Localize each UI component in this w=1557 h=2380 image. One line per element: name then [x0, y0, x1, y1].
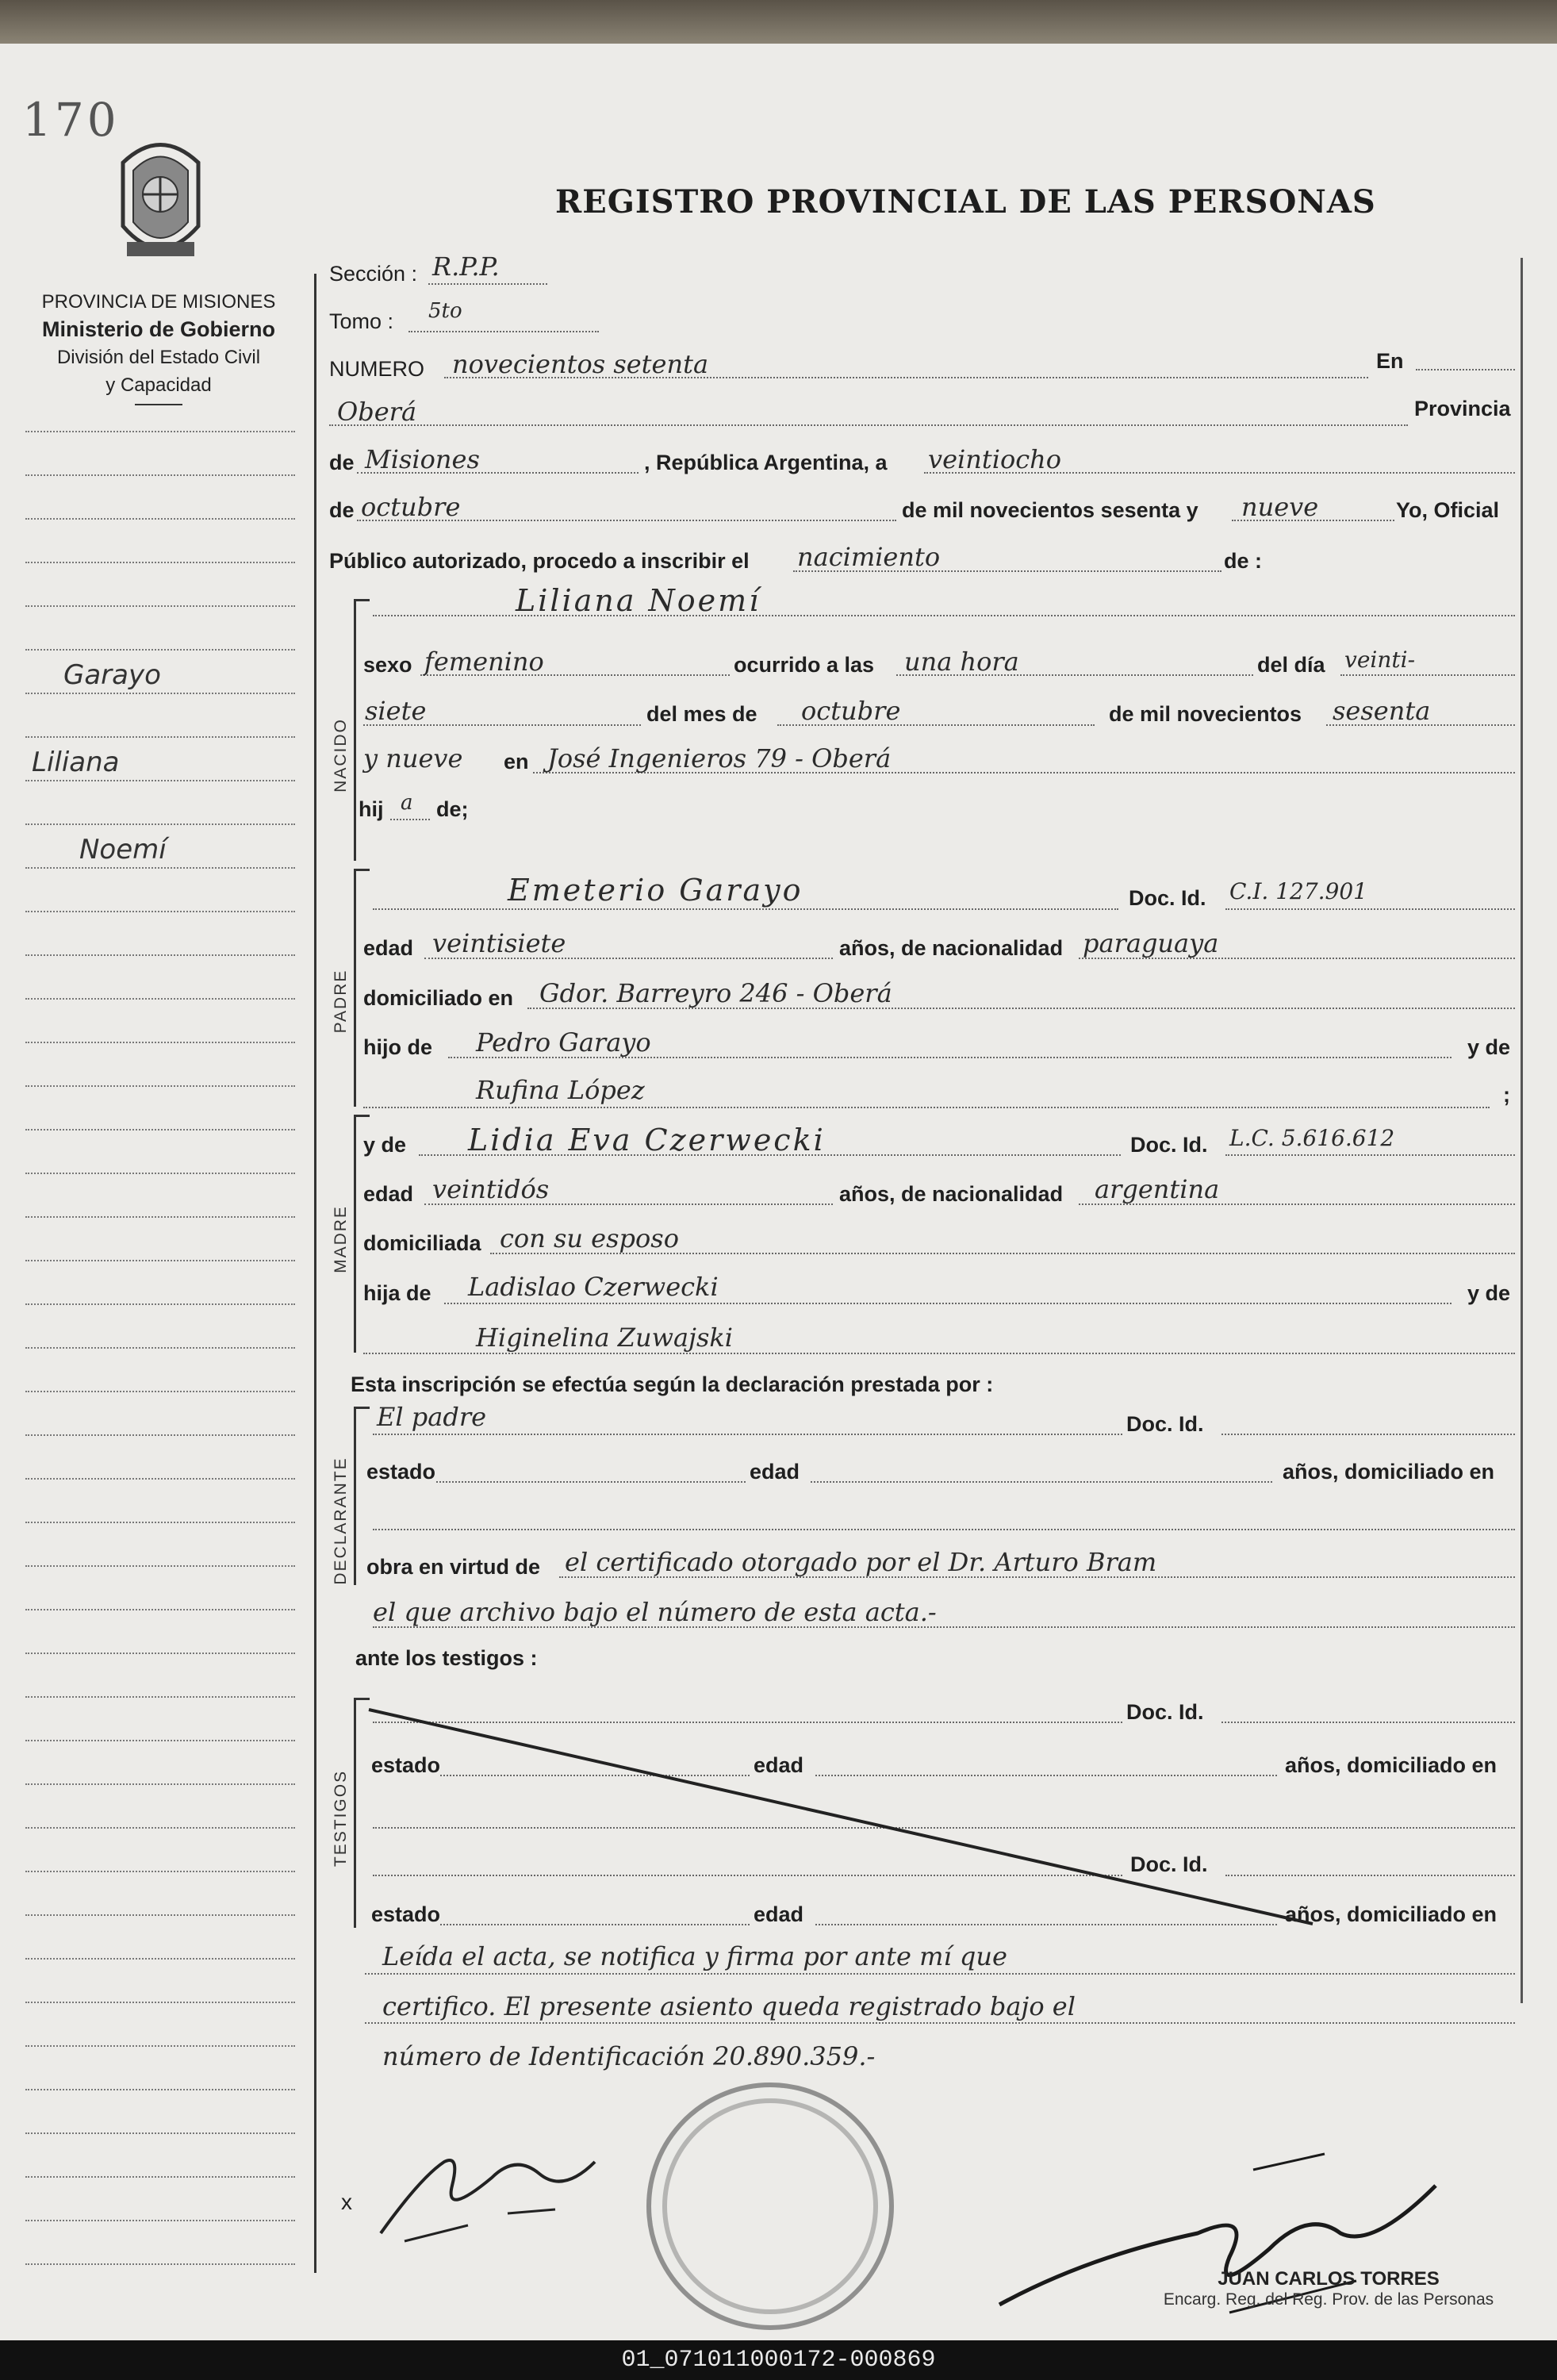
margin-line: [25, 431, 295, 432]
value-seccion: R.P.P.: [432, 251, 500, 282]
label-obra: obra en virtud de: [366, 1555, 541, 1579]
label-ocurrido: ocurrido a las: [734, 653, 875, 677]
section-bracket: [354, 1407, 356, 1585]
dotted-line: [436, 1481, 746, 1483]
label-madre-y-de: y de: [1467, 1281, 1511, 1305]
declarant-signature-icon: [373, 2130, 611, 2249]
agency-division: División del Estado Civil: [56, 347, 261, 368]
label-padre-y-de: y de: [1467, 1035, 1511, 1059]
dotted-line: [390, 819, 430, 820]
margin-line: [25, 693, 295, 694]
margin-line: [25, 1522, 295, 1523]
dotted-line: [363, 1353, 1515, 1354]
label-declarante-estado: estado: [366, 1460, 436, 1484]
book-binding: [0, 0, 1557, 44]
agency-ministry: Ministerio de Gobierno: [41, 317, 276, 341]
margin-line: [25, 1347, 295, 1349]
margin-line: [25, 1173, 295, 1174]
section-bracket: [354, 1115, 356, 1353]
section-bracket: [354, 869, 356, 1107]
margin-line: [25, 1391, 295, 1392]
label-de-2: de: [329, 498, 355, 522]
value-madre-madre: Higinelina Zuwajski: [476, 1322, 734, 1353]
margin-surname: Garayo: [63, 659, 161, 691]
label-testigo1-estado: estado: [371, 1753, 441, 1777]
label-testigo1-doc: Doc. Id.: [1126, 1700, 1204, 1724]
value-acto: nacimiento: [797, 542, 941, 572]
dotted-line: [363, 1107, 1490, 1108]
dotted-line: [1225, 908, 1515, 910]
label-padre-edad: edad: [363, 936, 414, 960]
value-anio: nueve: [1241, 492, 1319, 522]
value-tomo: 5to: [428, 299, 462, 323]
section-bracket: [354, 599, 356, 861]
value-hij-suffix: a: [401, 791, 413, 815]
bracket-tick: [354, 1698, 370, 1700]
margin-line: [25, 1914, 295, 1916]
dotted-line: [444, 1303, 1452, 1304]
label-testigo1-edad: edad: [754, 1753, 804, 1777]
label-provincia: Provincia: [1414, 397, 1511, 420]
bracket-tick: [354, 599, 370, 601]
margin-line: [25, 1740, 295, 1741]
label-sexo: sexo: [363, 653, 412, 677]
dotted-line: [811, 1481, 1272, 1483]
agency-division-2: y Capacidad: [105, 374, 212, 396]
official-seal-icon: [646, 2082, 894, 2330]
dotted-line: [1225, 1154, 1515, 1156]
dotted-line: [1416, 369, 1515, 370]
label-de: de: [329, 451, 355, 474]
margin-line: [25, 474, 295, 476]
margin-line: [25, 1260, 295, 1261]
margin-line: [25, 998, 295, 1000]
value-obra-b: el que archivo bajo el número de esta acta.-: [373, 1597, 937, 1627]
value-madre-edad: veintidós: [432, 1174, 550, 1204]
value-padre-dom: Gdor. Barreyro 246 - Oberá: [539, 978, 892, 1008]
label-testigo2-doc: Doc. Id.: [1130, 1852, 1208, 1876]
value-madre-nombre: Lidia Eva Czerwecki: [468, 1123, 826, 1157]
label-de-colon: de :: [1224, 549, 1263, 573]
value-hora: una hora: [904, 647, 1019, 677]
official-stamp: [1142, 2269, 1515, 2310]
register-page: [0, 44, 1557, 2340]
label-publico: Público autorizado, procedo a inscribir el: [329, 549, 750, 573]
margin-first-name: Liliana: [32, 747, 120, 778]
value-padre-padre: Pedro Garayo: [476, 1027, 651, 1058]
form-border-right: [1521, 258, 1523, 2003]
margin-line: [25, 1565, 295, 1567]
section-bracket: [354, 1698, 356, 1928]
value-padre-madre: Rufina López: [476, 1075, 645, 1105]
label-madre-edad: edad: [363, 1182, 414, 1206]
section-label-padre: PADRE: [332, 969, 350, 1034]
label-en-2: en: [504, 750, 529, 774]
value-fecha-mes: octubre: [361, 492, 461, 522]
closing-line-2: certifico. El presente asiento queda registrado bajo el: [382, 1991, 1076, 2021]
label-en: En: [1376, 349, 1404, 373]
bracket-tick: [354, 1407, 370, 1409]
label-y-de-madre: y de: [363, 1133, 407, 1157]
margin-line: [25, 867, 295, 869]
label-madre-nac: años, de nacionalidad: [839, 1182, 1064, 1206]
value-madre-dom: con su esposo: [500, 1223, 679, 1253]
value-nombre: Liliana Noemí: [516, 583, 761, 618]
margin-line: [25, 605, 295, 607]
value-numero: novecientos setenta: [452, 349, 709, 379]
value-localidad: Oberá: [337, 397, 417, 427]
closing-line-1: Leída el acta, se notifica y firma por ante mí que: [382, 1941, 1007, 1971]
label-testigo2-edad: edad: [754, 1902, 804, 1926]
label-padre-nac: años, de nacionalidad: [839, 936, 1064, 960]
margin-line: [25, 1042, 295, 1043]
margin-line: [25, 1958, 295, 1960]
margin-line: [25, 954, 295, 956]
label-padre-hijo-de: hijo de: [363, 1035, 432, 1059]
margin-line: [25, 2002, 295, 2003]
official-role: Encarg. Reg. del Reg. Prov. de las Personas: [1163, 2290, 1494, 2309]
margin-line: [25, 780, 295, 781]
value-padre-edad: veintisiete: [432, 928, 566, 958]
label-numero: NUMERO: [329, 357, 424, 381]
label-madre-doc: Doc. Id.: [1130, 1133, 1208, 1157]
dotted-line: [1340, 674, 1515, 676]
margin-line: [25, 2220, 295, 2221]
margin-line: [25, 1129, 295, 1130]
value-fecha-dia: veintiocho: [928, 444, 1062, 474]
value-lugar: José Ingenieros 79 - Oberá: [547, 743, 892, 774]
margin-line: [25, 2045, 295, 2047]
margin-line: [25, 649, 295, 651]
margin-line: [25, 823, 295, 825]
dotted-line: [428, 283, 547, 285]
dotted-line: [365, 1973, 1515, 1975]
dotted-line: [373, 1529, 1515, 1530]
label-testigo2-estado: estado: [371, 1902, 441, 1926]
section-label-nacido: NACIDO: [332, 718, 350, 793]
margin-line: [25, 562, 295, 563]
label-hij: hij: [359, 797, 384, 821]
margin-line: [25, 1827, 295, 1829]
label-del-dia: del día: [1257, 653, 1325, 677]
provincial-crest-icon: [111, 131, 210, 282]
margin-line: [25, 1653, 295, 1654]
value-obra-a: el certificado otorgado por el Dr. Arturo Bram: [565, 1547, 1157, 1577]
label-yo-oficial: Yo, Oficial: [1396, 498, 1500, 522]
margin-divider: [314, 274, 316, 2273]
label-declarante-edad: edad: [750, 1460, 800, 1484]
margin-line: [25, 2263, 295, 2265]
label-madre-dom: domiciliada: [363, 1231, 481, 1255]
label-ante-testigos: ante los testigos :: [355, 1646, 538, 1670]
margin-line: [25, 518, 295, 520]
signature-mark: x: [341, 2190, 352, 2214]
issuing-agency: [8, 288, 309, 405]
label-padre-doc: Doc. Id.: [1129, 886, 1206, 910]
margin-line: [25, 1478, 295, 1480]
margin-line: [25, 1696, 295, 1698]
label-declarante-doc: Doc. Id.: [1126, 1412, 1204, 1436]
value-dia-a: veinti-: [1344, 647, 1416, 673]
margin-line: [25, 1085, 295, 1087]
dotted-line: [408, 331, 599, 332]
strike-through-line: [365, 1706, 1317, 1928]
value-madre-doc: L.C. 5.616.612: [1229, 1125, 1395, 1151]
value-dia-b: siete: [365, 696, 427, 726]
closing-line-3: número de Identificación 20.890.359.-: [382, 2041, 876, 2071]
section-label-testigos: TESTIGOS: [332, 1769, 350, 1868]
margin-line: [25, 1871, 295, 1872]
margin-line: [25, 1303, 295, 1305]
label-declarante-domiciliado: años, domiciliado en: [1283, 1460, 1495, 1484]
margin-second-name: Noemí: [79, 834, 167, 866]
value-anio-a: sesenta: [1333, 696, 1431, 726]
label-testigo2-domiciliado: años, domiciliado en: [1285, 1902, 1498, 1926]
value-madre-padre: Ladislao Czerwecki: [468, 1272, 719, 1302]
section-label-madre: MADRE: [332, 1205, 350, 1273]
label-semicolon: ;: [1503, 1083, 1510, 1107]
page-title: REGISTRO PROVINCIAL DE LAS PERSONAS: [555, 183, 1376, 221]
label-del-mes: del mes de: [646, 702, 757, 726]
margin-line: [25, 1783, 295, 1785]
dotted-line: [373, 908, 1118, 910]
margin-line: [25, 736, 295, 738]
value-declarante: El padre: [377, 1402, 487, 1432]
label-testigo1-domiciliado: años, domiciliado en: [1285, 1753, 1498, 1777]
bracket-tick: [354, 869, 370, 871]
label-mil-sesenta: de mil novecientos sesenta y: [902, 498, 1198, 522]
margin-line: [25, 1434, 295, 1436]
value-provincia: Misiones: [365, 444, 480, 474]
label-tomo: Tomo :: [329, 309, 394, 333]
margin-line: [25, 911, 295, 912]
value-padre-nombre: Emeterio Garayo: [508, 873, 803, 908]
folio-number: 170: [22, 93, 120, 147]
label-madre-hija-de: hija de: [363, 1281, 431, 1305]
label-de-semicolon: de;: [436, 797, 469, 821]
margin-line: [25, 2089, 295, 2090]
bracket-tick: [354, 1115, 370, 1117]
value-mes: octubre: [801, 696, 901, 726]
margin-line: [25, 1216, 295, 1218]
label-seccion: Sección :: [329, 262, 418, 286]
margin-line: [25, 2132, 295, 2134]
label-republica: , República Argentina, a: [644, 451, 888, 474]
dotted-line: [365, 2022, 1515, 2024]
value-padre-doc: C.I. 127.901: [1229, 878, 1367, 904]
value-sexo: femenino: [424, 647, 544, 677]
section-label-declarante: DECLARANTE: [332, 1457, 350, 1585]
value-madre-nac: argentina: [1095, 1174, 1220, 1204]
label-padre-dom: domiciliado en: [363, 986, 514, 1010]
agency-rule: [135, 404, 182, 405]
margin-line: [25, 2176, 295, 2178]
label-esta-inscripcion: Esta inscripción se efectúa según la declaración prestada por :: [351, 1372, 994, 1396]
value-padre-nac: paraguaya: [1083, 928, 1219, 958]
image-filename: 01_071011000172-000869: [0, 2340, 1557, 2380]
official-name: JUAN CARLOS TORRES: [1218, 2268, 1440, 2290]
dotted-line: [1221, 1434, 1515, 1435]
margin-line: [25, 1609, 295, 1610]
dotted-line: [329, 424, 1408, 426]
agency-province: PROVINCIA DE MISIONES: [41, 291, 276, 313]
value-anio-b: y nueve: [363, 743, 463, 774]
label-mil-novecientos: de mil novecientos: [1109, 702, 1302, 726]
dotted-line: [373, 1434, 1122, 1435]
